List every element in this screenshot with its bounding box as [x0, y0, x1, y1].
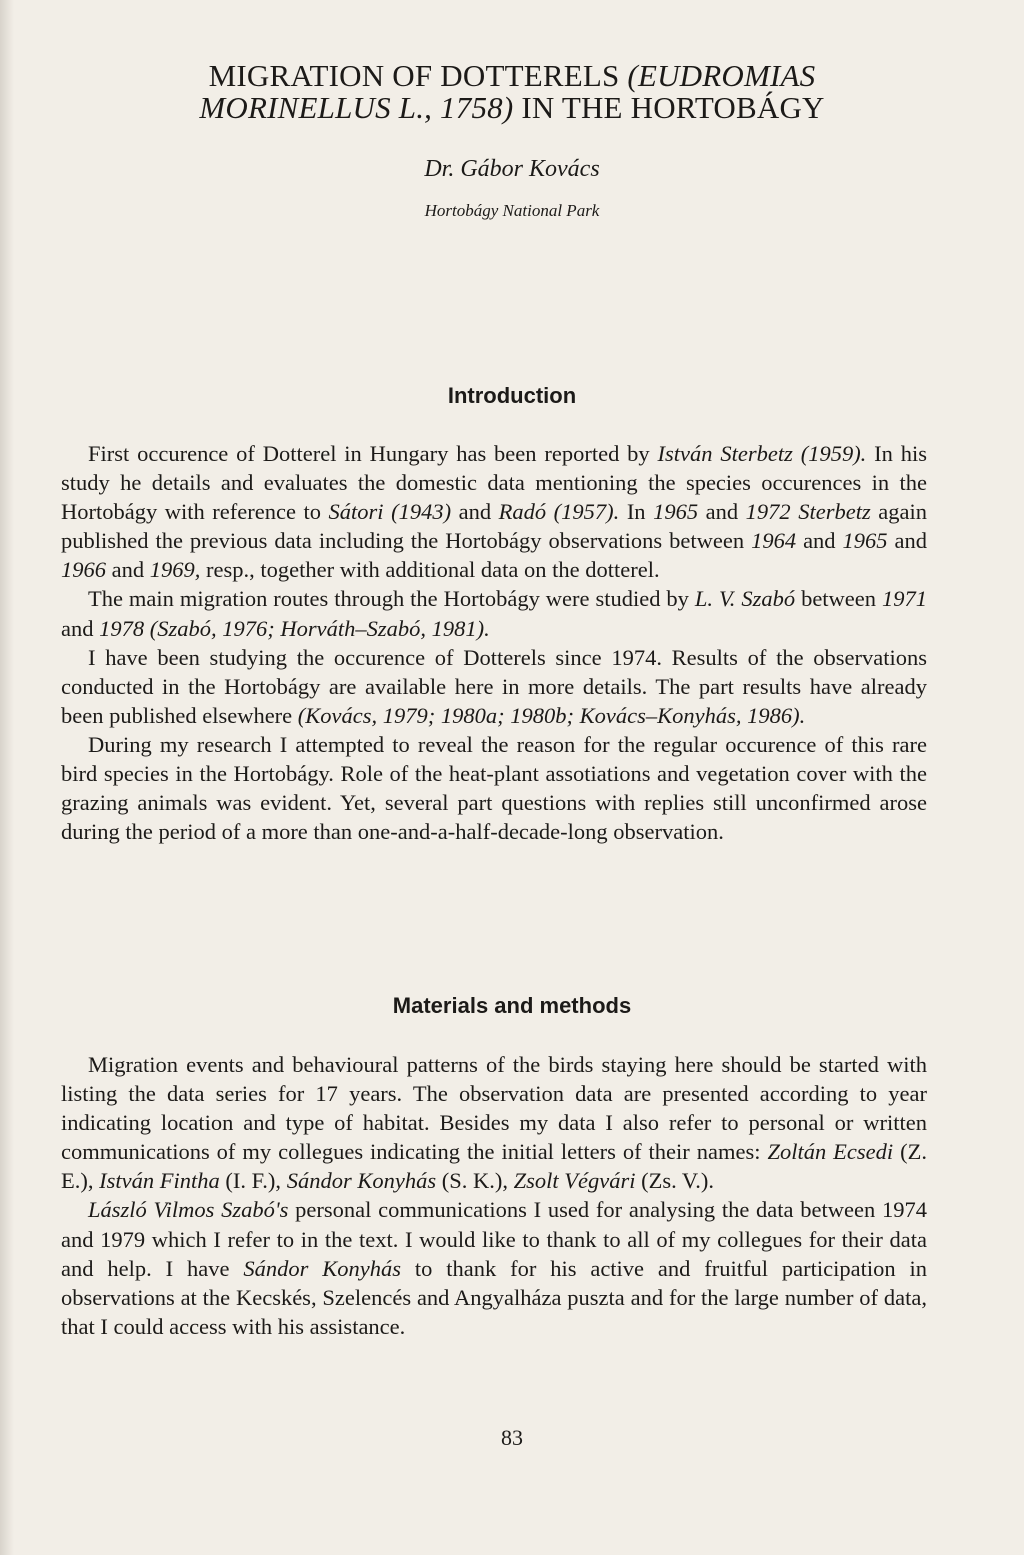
text-run: and [887, 528, 927, 554]
paragraph [61, 1050, 927, 1195]
text-run: and [451, 499, 499, 525]
text-run: and [61, 615, 100, 641]
text-run: and [106, 557, 150, 583]
italic-text: (Kovács, 1979; 1980a; 1980b; Kovács–Konyhás, 1986). [297, 702, 806, 728]
title-line1-plain: MIGRATION OF DOTTERELS [208, 58, 628, 93]
text-run: (Zs. V.). [635, 1168, 715, 1194]
author-name: Dr. Gábor Kovács [424, 156, 600, 182]
italic-text: Zoltán Ecsedi [767, 1139, 894, 1165]
author-affiliation: Hortobágy National Park [424, 201, 600, 220]
text-run: again published the previous data including the Hortobágy observations between [61, 499, 927, 554]
text-run: (Z. E.), [61, 1139, 927, 1194]
text-run: The main migration routes through the Hortobágy were studied by [88, 586, 695, 612]
title-line1-italic: (EUDROMIAS [627, 58, 816, 93]
methods-body [61, 1050, 927, 1341]
page-number: 83 [501, 1425, 523, 1450]
italic-text: Sándor Konyhás [243, 1255, 401, 1281]
text-run: I have been studying the occurence of Dotterels since 1974. Results of the observations conducted in the Hortobágy are available here in more details. The part results have already been published elsewhere [61, 644, 927, 728]
text-run: to thank for his active and fruitful participation in observations at the Kecskés, Szelencés and Angyalháza puszta and for the large number of data, that I could access with his assistance. [61, 1255, 927, 1339]
text-run: between [795, 586, 882, 612]
text-run: During my research I attempted to reveal the reason for the regular occurence of this rare bird species in the Hortobágy. Role of the heat-plant assotiations and vegetation cover with the grazing animals was evident. Yet, several part questions with replies still unconfirmed arose during the period of a more than one-and-a-half-decade-long observation. [61, 731, 927, 845]
text-run: resp., together with additional data on the dotterel. [200, 557, 660, 583]
section-heading-methods: Materials and methods [392, 993, 632, 1018]
text-run: (I. F.), [219, 1168, 287, 1194]
introduction-body [61, 439, 927, 846]
text-run: In his study he details and evaluates the domestic data mentioning the species occurences in the Hortobágy with reference to [61, 441, 928, 525]
section-heading-introduction: Introduction [447, 383, 577, 408]
italic-text: Sándor Konyhás [286, 1168, 437, 1194]
text-run: personal communications I used for analysing the data between 1974 and 1979 which I refer to in the text. I would like to thank to all of my collegues for their data and help. I have [61, 1197, 927, 1281]
italic-text: L. V. Szabó [694, 586, 796, 612]
italic-text: Zsolt Végvári [513, 1168, 636, 1194]
italic-text: 1978 (Szabó, 1976; Horváth–Szabó, 1981). [99, 615, 490, 641]
italic-text: László Vilmos Szabó's [88, 1197, 289, 1223]
italic-text: István Sterbetz (1959). [657, 441, 867, 466]
text-run: Migration events and behavioural patterns of the birds staying here should be started with listing the data series for 17 years. The observation data are presented according to year indicating location and type of habitat. Besides my data I also refer to personal or written communications of my collegues indicating the initial letters of their names: [61, 1052, 927, 1165]
text-run: In [619, 499, 654, 525]
text-run: (S. K.), [436, 1168, 514, 1194]
paragraph [61, 730, 927, 846]
italic-text: István Fintha [99, 1168, 220, 1194]
italic-text: 1966 [61, 557, 106, 583]
paragraph [61, 1195, 927, 1340]
title-line2-italic: MORINELLUS L., 1758) [199, 90, 514, 125]
italic-text: Radó (1957). [498, 499, 620, 525]
title-line2-plain: IN THE HORTOBÁGY [513, 90, 825, 125]
paragraph [61, 584, 927, 642]
article-title [60, 60, 964, 124]
italic-text: 1965 [653, 499, 699, 525]
binding-shadow [0, 0, 14, 1555]
italic-text: 1969, [149, 557, 201, 583]
italic-text: 1965 [842, 528, 888, 554]
paragraph [61, 439, 927, 584]
italic-text: Sátori (1943) [328, 499, 452, 525]
text-run: and [698, 499, 746, 525]
text-run: First occurence of Dotterel in Hungary has been reported by [88, 441, 658, 466]
text-run: and [796, 528, 843, 554]
italic-text: 1972 Sterbetz [745, 499, 871, 525]
paragraph [61, 643, 927, 730]
italic-text: 1971 [881, 586, 927, 612]
italic-text: 1964 [751, 528, 797, 554]
